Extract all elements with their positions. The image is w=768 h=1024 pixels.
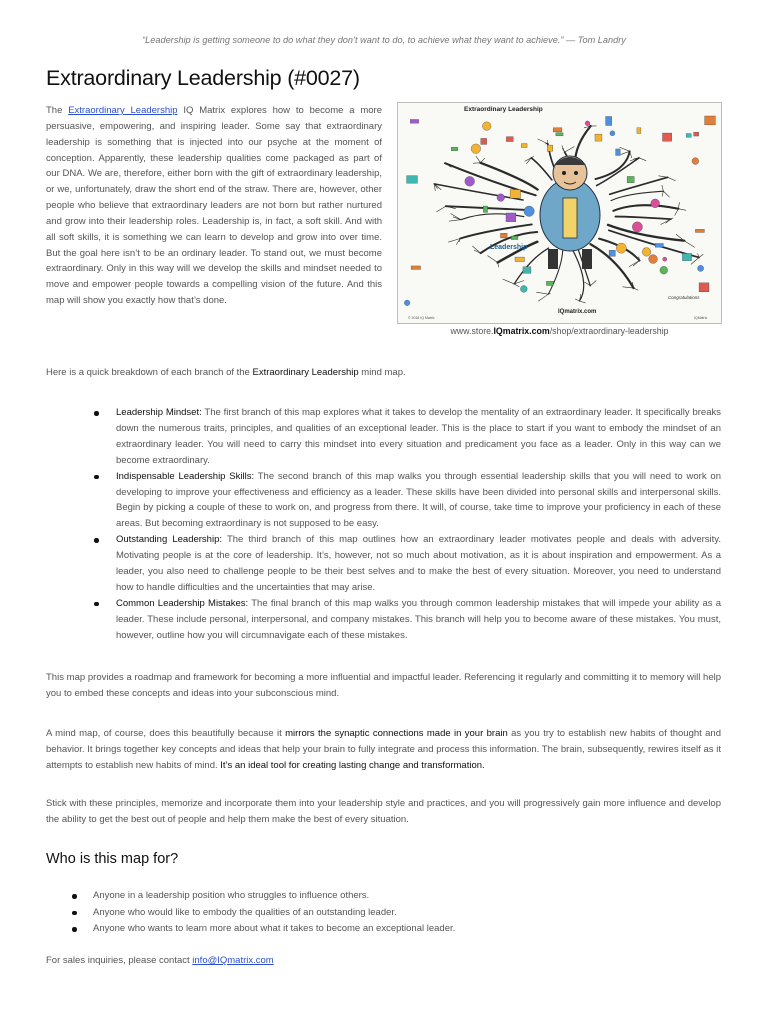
sales-contact: [46, 955, 274, 966]
map-doodle: [553, 128, 562, 132]
map-doodle: [606, 116, 612, 125]
sales-email-link[interactable]: info@IQmatrix.com: [192, 955, 274, 966]
map-doodle: [404, 300, 410, 306]
map-title: Extraordinary Leadership: [464, 106, 543, 113]
para2-highlight-2: It’s an ideal tool for creating lasting change and transformation.: [220, 759, 485, 771]
map-doodle: [627, 176, 634, 182]
map-doodle: [411, 266, 420, 270]
map-doodle: [595, 134, 602, 141]
map-doodle: [637, 128, 641, 134]
map-footer-left: © 2018 IQ Matrix: [408, 316, 435, 320]
audience-item: Anyone who wants to learn more about what it takes to become an exceptional leader.: [68, 921, 668, 938]
map-doodle: [705, 116, 716, 125]
branch-list: [90, 405, 721, 644]
map-doodle: [698, 265, 704, 271]
map-center-label: Leadership: [490, 244, 528, 251]
para2-a: A mind map, of course, does this beautifully because it: [46, 728, 286, 739]
branch-text: The final branch of this map walks you through common leadership mistakes that will impede your ability as a leader. These include personal, interpersonal, and company mistakes. This branch will help you to become aware of these mistakes. You must, however, outline how you will circumnavigate each of these mistakes.: [116, 597, 722, 641]
audience-item: Anyone in a leadership position who struggles to influence others.: [68, 888, 668, 905]
mind-map-paragraph: [46, 726, 721, 774]
map-doodle: [547, 145, 553, 151]
branch-text: The first branch of this map explores what it takes to develop the mentality of an extraordinary leader. It specifically breaks down the numerous traits, principles, and qualities of an exceptional leader. This is the place to start if you want to embody the mindset of an extraordinary leader. You will need to carry this mindset into every situation and predicament you face as a leader. Only in this way can we become extraordinary.: [116, 407, 721, 466]
caption-prefix: www.store.: [450, 326, 494, 336]
map-doodle: [686, 134, 691, 138]
map-doodle: [523, 267, 531, 274]
map-doodle: [451, 147, 457, 151]
breakdown-suffix: mind map.: [358, 367, 406, 378]
map-doodle: [546, 281, 553, 285]
audience-list: [68, 888, 668, 938]
map-corner-label: Congratulations: [668, 295, 700, 300]
sales-prefix: For sales inquiries, please contact: [46, 955, 193, 966]
map-doodle: [497, 194, 505, 202]
map-doodle: [616, 243, 626, 253]
map-doodle: [520, 286, 527, 293]
intro-prefix: The: [46, 105, 69, 116]
caption-bold: IQmatrix.com: [493, 326, 550, 336]
map-doodle: [699, 283, 709, 292]
map-doodle: [515, 257, 525, 262]
map-doodle: [632, 222, 642, 232]
breakdown-prefix: Here is a quick breakdown of each branch of the: [46, 367, 253, 378]
branch-name: Indispensable Leadership Skills:: [116, 470, 255, 482]
branch-name: Outstanding Leadership:: [116, 534, 222, 546]
map-doodle: [407, 176, 418, 184]
who-heading: Who is this map for?: [46, 851, 179, 867]
map-doodle: [609, 250, 615, 256]
map-doodle: [483, 206, 487, 212]
branch-name: Common Leadership Mistakes:: [116, 597, 249, 609]
breakdown-intro: [46, 367, 406, 378]
branch-item: [90, 469, 721, 533]
image-caption: [397, 326, 722, 336]
branch-name: Leadership Mindset:: [116, 407, 202, 418]
map-doodle: [692, 158, 699, 165]
map-doodle: [655, 243, 663, 247]
map-doodle: [663, 257, 667, 261]
intro-link[interactable]: Extraordinary Leadership: [68, 105, 178, 116]
map-doodle: [506, 213, 516, 222]
map-doodle: [481, 138, 487, 144]
branch-text: The third branch of this map outlines how an extraordinary leader motivates people and deals with adversity. Motivating people is at the core of leadership. It’s, however, not so much about motivation, as it is about inspiration and empowerment. As a leader, you also need to challenge people to be their best selves and to make the best of every situation. Moreover, you need to understand how to handle difficulties and the uncertainties that may arise.: [116, 534, 721, 593]
branch-text: The second branch of this map walks you through essential leadership skills that you will need to work on developing to improve your effectiveness and efficiency as a leader. These skills have been divided into personal skills and interpersonal skills. Begin by picking a couple of these to work on, and progress from there. It will, of course, take time to improve your proficiency in each of these areas. But becoming extraordinary is not supposed to be easy.: [116, 470, 721, 530]
map-doodle: [651, 199, 660, 208]
map-doodle: [465, 176, 475, 186]
map-doodle: [649, 255, 658, 264]
audience-item: Anyone who would like to embody the qualities of an outstanding leader.: [68, 905, 668, 922]
caption-suffix: /shop/extraordinary-leadership: [549, 326, 669, 336]
branch-item: [90, 405, 721, 469]
intro-body: IQ Matrix explores how to become a more persuasive, empowering, and inspiring leader. Some say that extraordinary leadership is something that is injected into our psyche at the moment of conception. Apparently, these leadership qualities come packaged as part of our DNA. We are, therefore, either born with the gift of extraordinary leadership, or we, unfortunately, draw the short end of the straw. There are, however, other people who believe that extraordinary leaders are not born but rather nurtured and grow into their leadership roles. Leadership is, in fact, a soft skill. And with all soft skills, it is something we can learn to develop and grow into over time. But the goal here isn’t to be an ordinary leader. To stand out, we must become extraordinary. Only in this way will we develop the skills and mindset needed to move and empower people towards a compelling vision of the future. And this map will show you exactly how that’s done.: [46, 105, 382, 307]
map-doodle: [616, 149, 621, 156]
map-doodle: [506, 137, 513, 142]
map-doodle: [556, 133, 563, 136]
map-doodle: [500, 233, 507, 238]
map-doodle: [511, 236, 518, 240]
map-doodle: [694, 132, 699, 136]
roadmap-paragraph: This map provides a roadmap and framework for becoming a more influential and impactful leader. Referencing it regularly and committing it to memory will help you to embed these concepts and ideas into your subconscious mind.: [46, 672, 721, 699]
map-doodle: [662, 133, 671, 141]
map-doodle: [585, 121, 590, 126]
map-doodle: [471, 144, 481, 154]
para2-highlight-1: mirrors the synaptic connections made in your brain: [285, 728, 508, 739]
page-title: Extraordinary Leadership (#0027): [46, 66, 360, 90]
header-quote: “Leadership is getting someone to do what they don’t want to do, to achieve what they want to achieve.” — Tom Landry: [142, 35, 626, 45]
map-doodle: [642, 248, 651, 257]
mind-map-illustration: [398, 103, 721, 323]
map-doodle: [682, 253, 691, 260]
breakdown-bold: Extraordinary Leadership: [252, 367, 359, 378]
map-footer-right: IQMatrix: [694, 316, 708, 320]
map-doodle: [695, 229, 704, 232]
map-doodle: [660, 266, 668, 274]
branch-item: [90, 596, 721, 644]
map-doodle: [521, 144, 527, 148]
para2-c: as you try to establish new habits of thought and behavior. It brings together key concepts and ideas that help your brain to fully integrate and process this information. The brain, subsequently, rewires itself as it attempts to establish new habits of mind.: [46, 728, 721, 771]
map-brand: IQmatrix.com: [558, 309, 597, 315]
map-doodle: [610, 131, 615, 136]
map-doodle: [524, 206, 534, 216]
map-doodle: [410, 119, 418, 123]
branch-item: [90, 532, 721, 596]
intro-paragraph: [46, 103, 382, 309]
principles-paragraph: Stick with these principles, memorize and incorporate them into your leadership style and practices, and you will progressively gain more influence and develop the ability to get the best out of people and help them make the best of every situation.: [46, 798, 721, 825]
map-doodle: [482, 122, 491, 131]
mind-map-image[interactable]: [397, 102, 722, 324]
map-doodle: [510, 190, 521, 199]
